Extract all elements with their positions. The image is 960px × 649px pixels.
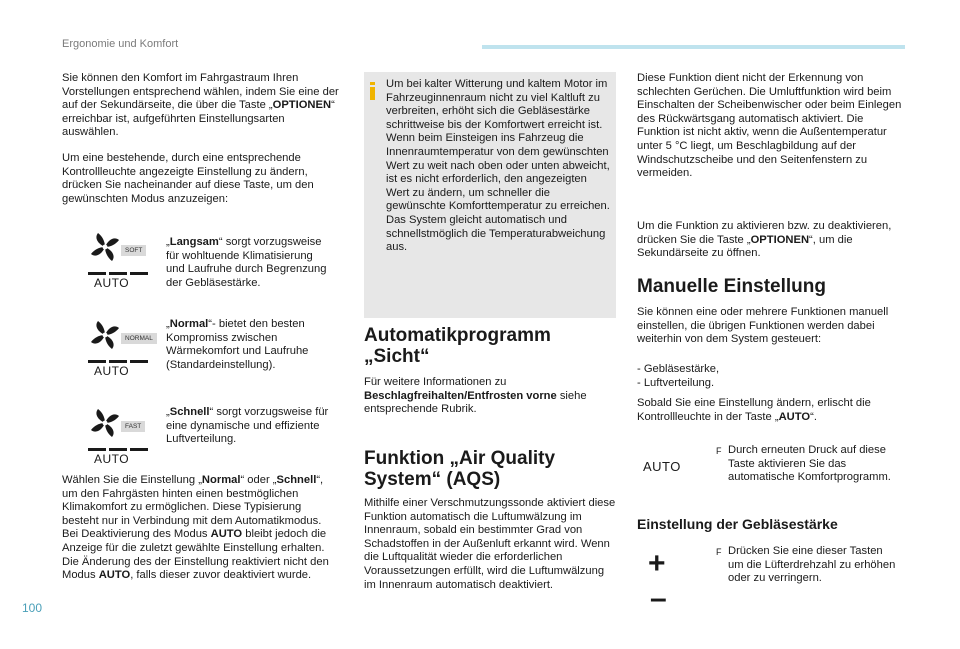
fan-icon — [88, 318, 122, 352]
fan-soft-icon — [88, 228, 168, 298]
manual-list-item: - Luftverteilung. — [637, 377, 715, 389]
level-bars — [88, 442, 158, 446]
aqs-notes-paragraph: Diese Funktion dient nicht der Erkennung von schlechten Gerüchen. Die Umluftfunktion wird beim Einschalten der Scheibenwischer oder beim Einlegen des Rückwärtsgang automatisch aktiviert. Die Funktion ist nicht aktiv, wenn die Außentemperatur unter 5 °C liegt, um Beschlagbildung auf der Windschutzscheibe und den Seitenfenstern zu vermeiden. — [637, 72, 902, 180]
mode-normal-description: „Normal“- bietet den besten Kompromiss zwischen Wärmekomfort und Laufruhe (Standardeinstellung). — [166, 318, 309, 371]
level-bars — [88, 266, 158, 270]
aqs-paragraph: Mithilfe einer Verschmutzungssonde aktiviert diese Funktion automatisch die Luftumwälzung im Innenraum, sobald ein bestimmter Grad von Schadstoffen in der Außenluft erkannt wird. Wenn die Luftqualität wieder die erforderlichen Voraussetzungen erfüllt, wird die Luftumwälzung im Innenraum automatisch deaktiviert. — [364, 497, 616, 591]
fan-icon — [88, 230, 122, 264]
level-bars — [88, 354, 158, 358]
header-bar — [482, 45, 905, 49]
auto-bullet: F Durch erneuten Druck auf diese Taste aktivieren Sie das automatische Komfortprogramm. — [716, 444, 891, 484]
fan-icon — [88, 406, 122, 440]
auto-off-paragraph: Sobald Sie eine Einstellung ändern, erlischt die Kontrollleuchte in der Taste „AUTO“. — [637, 397, 871, 423]
manual-list-item: - Gebläsestärke, — [637, 363, 720, 375]
mode-selection-paragraph: Wählen Sie die Einstellung „Normal“ oder „Schnell“, um den Fahrgästen hinten einen bestmöglichen Klimakomfort zu ermöglichen. Diese Typisierung besteht nur in Verbindung mit dem Automatikmodus. Bei Deaktivierung des Modus AUTO bleibt jedoch die Anzeige für die zuletzt gewählte Einstellung erhalten. Die Änderung des der Einstellung reaktiviert nicht den Modus AUTO, falls dieser zuvor deaktiviert wurde. — [62, 474, 329, 582]
fan-decrease-button[interactable]: – — [650, 582, 667, 615]
info-icon — [370, 82, 375, 100]
heading-manual: Manuelle Einstellung — [637, 276, 826, 297]
heading-sicht: Automatikprogramm „Sicht“ — [364, 325, 551, 367]
mode-fast-description: „Schnell“ sorgt vorzugsweise für eine dynamische und effiziente Luftverteilung. — [166, 406, 329, 446]
fan-normal-icon — [88, 316, 168, 386]
mode-tag-soft: SOFT — [121, 245, 146, 256]
intro-paragraph: Sie können den Komfort im Fahrgastraum Ihren Vorstellungen entsprechend wählen, indem Sie eine der auf der Sekundärseite, die über die Taste „OPTIONEN“ erreichbar ist, aufgeführten Einstellungsarten auswählen. — [62, 72, 339, 139]
fan-increase-button[interactable]: + — [648, 547, 666, 580]
bullet-symbol: F — [716, 547, 722, 557]
auto-label: AUTO — [94, 364, 130, 378]
fan-fast-icon — [88, 404, 168, 474]
fan-speed-bullet: F Drücken Sie eine dieser Tasten um die Lüfterdrehzahl zu erhöhen oder zu verringern. — [716, 545, 896, 585]
mode-tag-fast: FAST — [121, 421, 145, 432]
auto-button[interactable]: AUTO — [643, 459, 681, 474]
sicht-paragraph: Für weitere Informationen zu Beschlagfreihalten/Entfrosten vorne siehe entsprechende Rubrik. — [364, 376, 587, 416]
page-number: 100 — [22, 601, 43, 615]
auto-label: AUTO — [94, 452, 130, 466]
heading-fan-speed: Einstellung der Gebläsestärke — [637, 516, 838, 532]
mode-tag-normal: NORMAL — [121, 333, 157, 344]
bullet-symbol: F — [716, 446, 722, 456]
auto-label: AUTO — [94, 276, 130, 290]
info-box — [364, 72, 616, 318]
info-text: Um bei kalter Witterung und kaltem Motor im Fahrzeuginnenraum nicht zu viel Kaltluft zu verbreiten, erhöht sich die Gebläsestärke schrittweise bis der Komfortwert erreicht ist. Wenn beim Einsteigen ins Fahrzeug die Innenraumtemperatur von dem gewünschten Wert zu weit nach oben oder unten abweicht, ist es nicht erforderlich, den angezeigten Wert zu ändern, um schneller die gewünschte Komforttemperatur zu erreichen. Das System gleicht automatisch und schnellstmöglich die Temperaturabweichung aus. — [386, 78, 610, 254]
mode-soft-description: „Langsam“ sorgt vorzugsweise für wohltuende Klimatisierung und Laufruhe durch Begrenzung der Gebläsestärke. — [166, 236, 327, 289]
mode-instruction-paragraph: Um eine bestehende, durch eine entsprechende Kontrollleuchte angezeigte Einstellung zu ändern, drücken Sie nacheinander auf diese Taste, um den gewünschten Modus anzuzeigen: — [62, 152, 314, 205]
manual-paragraph: Sie können eine oder mehrere Funktionen manuell einstellen, die übrigen Funktionen werden dabei weiterhin von dem System gesteuert: — [637, 306, 889, 346]
section-title: Ergonomie und Komfort — [62, 38, 179, 50]
heading-aqs: Funktion „Air Quality System“ (AQS) — [364, 448, 556, 490]
aqs-activation-paragraph: Um die Funktion zu aktivieren bzw. zu deaktivieren, drücken Sie die Taste „OPTIONEN“, um die Sekundärseite zu öffnen. — [637, 220, 892, 260]
